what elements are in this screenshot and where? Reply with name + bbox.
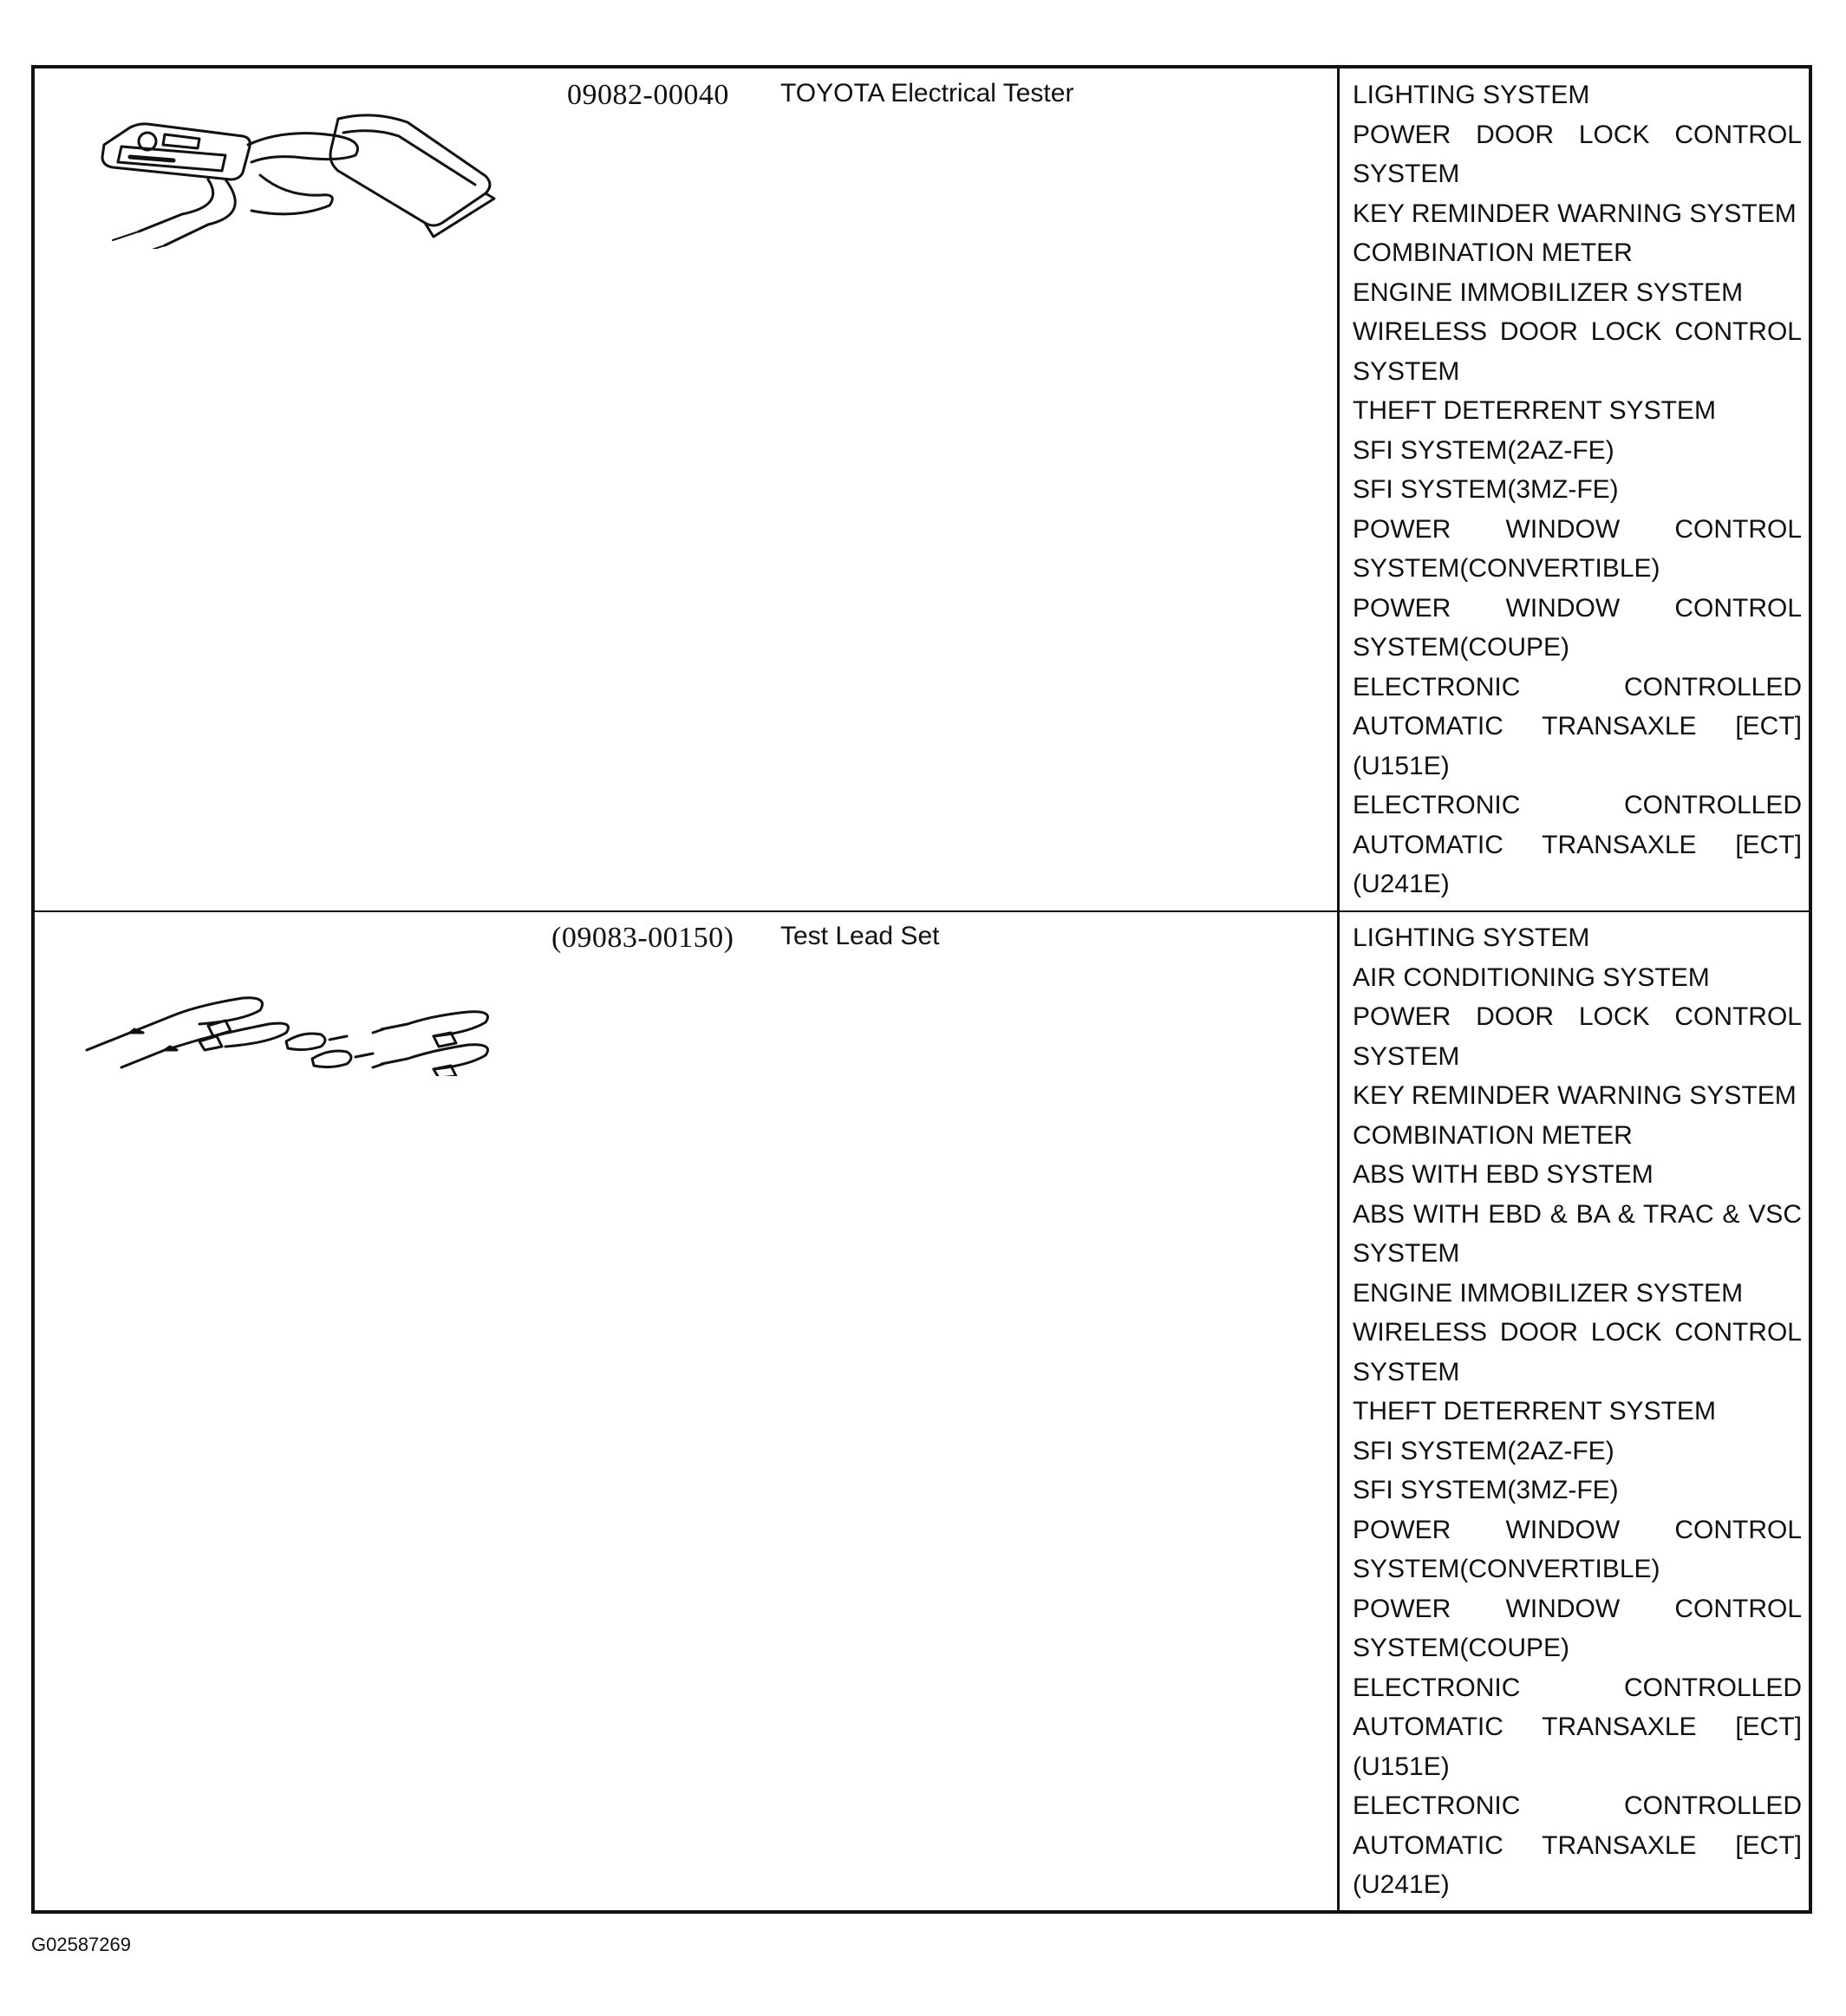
applicable-systems-list bbox=[1353, 75, 1802, 904]
column-divider bbox=[1337, 911, 1340, 1910]
system-item: ELECTRONIC CONTROLLED AUTOMATIC TRANSAXLE [ECT](U241E) bbox=[1353, 791, 1802, 898]
system-item: ENGINE IMMOBILIZER SYSTEM bbox=[1353, 277, 1744, 307]
tool-name: Test Lead Set bbox=[780, 922, 940, 950]
system-item: ENGINE IMMOBILIZER SYSTEM bbox=[1353, 1278, 1744, 1308]
system-item: ELECTRONIC CONTROLLED AUTOMATIC TRANSAXLE [ECT](U241E) bbox=[1353, 1791, 1802, 1899]
system-item: POWER WINDOW CONTROL SYSTEM(COUPE) bbox=[1353, 593, 1802, 662]
system-item: ELECTRONIC CONTROLLED AUTOMATIC TRANSAXLE [ECT](U151E) bbox=[1353, 1673, 1802, 1781]
system-item: SFI SYSTEM(2AZ-FE) bbox=[1353, 435, 1614, 465]
system-item: POWER DOOR LOCK CONTROL SYSTEM bbox=[1353, 1002, 1802, 1071]
system-item: LIGHTING SYSTEM bbox=[1353, 81, 1590, 109]
system-item: POWER WINDOW CONTROL SYSTEM(CONVERTIBLE) bbox=[1353, 514, 1802, 583]
system-item: SFI SYSTEM(3MZ-FE) bbox=[1353, 475, 1619, 504]
part-number: 09082-00040 bbox=[567, 79, 729, 111]
system-item: ABS WITH EBD & BA & TRAC & VSC SYSTEM bbox=[1353, 1199, 1802, 1268]
system-item: ELECTRONIC CONTROLLED AUTOMATIC TRANSAXLE [ECT](U151E) bbox=[1353, 672, 1802, 780]
system-item: WIRELESS DOOR LOCK CONTROL SYSTEM bbox=[1353, 1318, 1802, 1386]
tool-name: TOYOTA Electrical Tester bbox=[780, 79, 1074, 108]
system-item: POWER DOOR LOCK CONTROL SYSTEM bbox=[1353, 120, 1802, 188]
figure-code: G02587269 bbox=[31, 1934, 131, 1955]
tool-row-electrical-tester bbox=[35, 69, 1809, 912]
electrical-tester-illustration bbox=[78, 93, 512, 249]
system-item: POWER WINDOW CONTROL SYSTEM(COUPE) bbox=[1353, 1594, 1802, 1662]
system-item: WIRELESS DOOR LOCK CONTROL SYSTEM bbox=[1353, 317, 1802, 386]
system-item: THEFT DETERRENT SYSTEM bbox=[1353, 1397, 1716, 1426]
system-item: POWER WINDOW CONTROL SYSTEM(CONVERTIBLE) bbox=[1353, 1515, 1802, 1583]
part-number: (09083-00150) bbox=[551, 922, 734, 954]
system-item: ABS WITH EBD SYSTEM bbox=[1353, 1160, 1654, 1189]
system-item: SFI SYSTEM(3MZ-FE) bbox=[1353, 1476, 1619, 1504]
system-item: SFI SYSTEM(2AZ-FE) bbox=[1353, 1436, 1614, 1465]
tool-row-test-lead-set bbox=[35, 911, 1809, 1910]
system-item: COMBINATION METER bbox=[1353, 238, 1633, 267]
system-item: THEFT DETERRENT SYSTEM bbox=[1353, 396, 1716, 425]
test-lead-set-illustration bbox=[69, 946, 520, 1076]
system-item: LIGHTING SYSTEM bbox=[1353, 923, 1590, 952]
system-item: AIR CONDITIONING SYSTEM bbox=[1353, 962, 1710, 992]
applicable-systems-list bbox=[1353, 918, 1802, 1905]
system-item: COMBINATION METER bbox=[1353, 1120, 1633, 1150]
special-service-tools-table bbox=[31, 65, 1812, 1914]
system-item: KEY REMINDER WARNING SYSTEM bbox=[1353, 1081, 1797, 1110]
system-item: KEY REMINDER WARNING SYSTEM bbox=[1353, 199, 1797, 228]
column-divider bbox=[1337, 69, 1340, 910]
